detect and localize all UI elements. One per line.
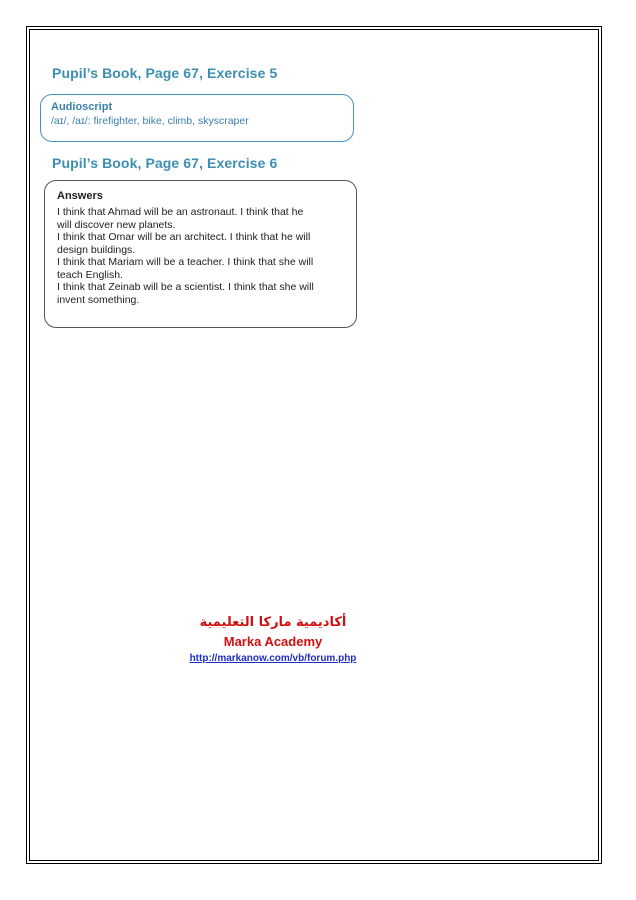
- answers-box: [44, 180, 357, 328]
- answer-line: design buildings.: [57, 243, 136, 256]
- answer-line: I think that Zeinab will be a scientist. I think that she will: [57, 281, 314, 293]
- answers-title: Answers: [57, 190, 103, 202]
- audioscript-title: Audioscript: [51, 101, 113, 113]
- page-border: [26, 26, 602, 864]
- answer-line: teach English.: [57, 268, 123, 281]
- answer-line: will discover new planets.: [57, 218, 176, 231]
- academy-arabic-name: أكاديمية ماركا التعليمية: [199, 615, 347, 630]
- answer-line: I think that Omar will be an architect. I think that he will: [57, 231, 311, 243]
- academy-name: Marka Academy: [223, 634, 323, 649]
- answer-line: I think that Ahmad will be an astronaut. I think that he: [57, 206, 304, 218]
- audioscript-text: /aɪ/, /aɪ/: firefighter, bike, climb, skyscraper: [51, 115, 249, 127]
- exercise5-heading: Pupil’s Book, Page 67, Exercise 5: [52, 65, 278, 81]
- answer-line: I think that Mariam will be a teacher. I think that she will: [57, 256, 314, 268]
- academy-forum-link[interactable]: http://markanow.com/vb/forum.php: [189, 653, 357, 664]
- exercise6-heading: Pupil’s Book, Page 67, Exercise 6: [52, 155, 278, 171]
- audioscript-box: [40, 94, 354, 142]
- answer-line: invent something.: [57, 293, 140, 306]
